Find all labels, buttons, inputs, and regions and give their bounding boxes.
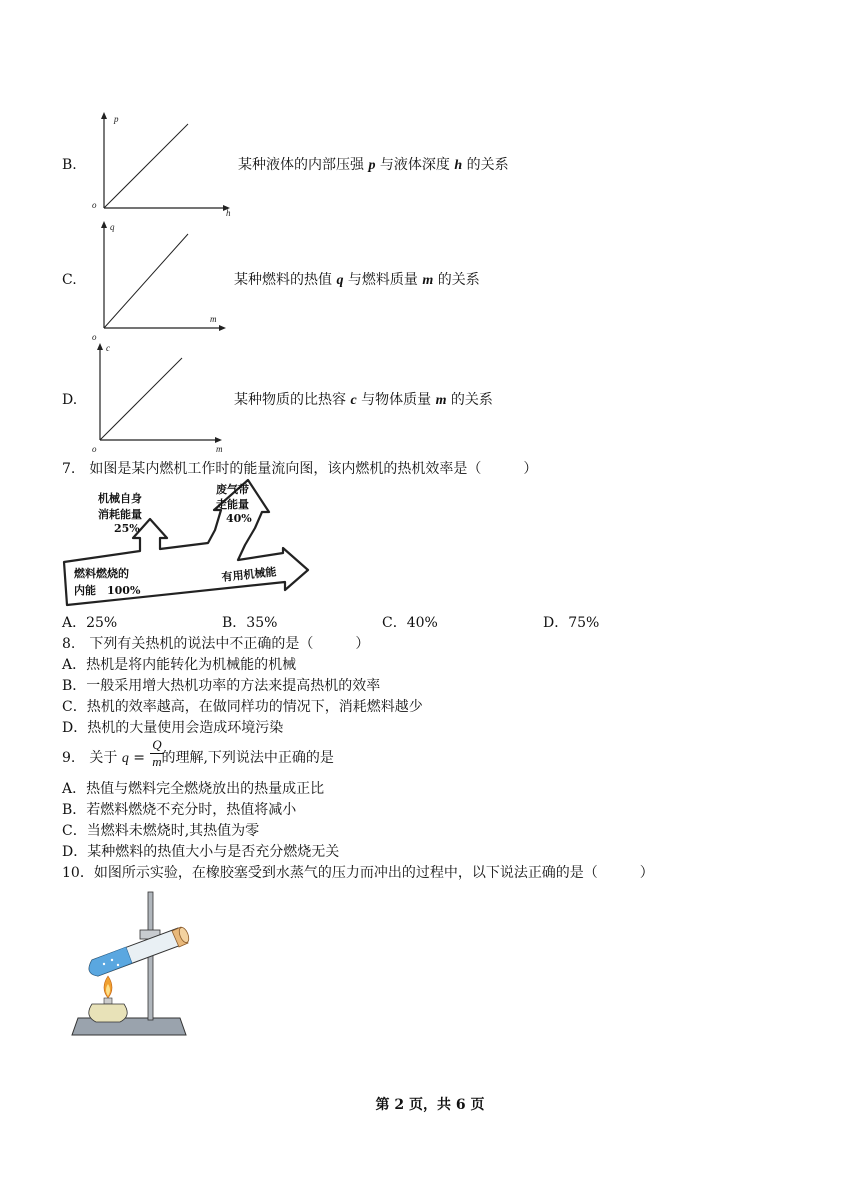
option-c-caption: 某种燃料的热值 q 与燃料质量 m 的关系 [234,272,480,288]
q7-choice-c: C．40% [382,615,438,631]
q9-choice-a: A．热值与燃料完全燃烧放出的热量成正比 [62,781,325,797]
flow-main-line1: 燃料燃烧的 [74,567,129,580]
q8-choice-b: B．一般采用增大热机功率的方法来提高热机的效率 [62,678,381,694]
q10-stem: 10．如图所示实验，在橡胶塞受到水蒸气的压力而冲出的过程中，以下说法正确的是（ ） [62,865,654,881]
option-d-letter: D. [62,392,78,408]
flow-waste-line1: 废气带 [216,483,249,496]
graph-d-x-label: m [216,444,223,454]
flow-waste-line3: 40% [226,512,252,525]
flow-self-line3: 25% [114,522,140,535]
graph-d-y-label: c [106,343,110,353]
q9-stem: 9. 关于 q = 的理解,下列说法中正确的是 [62,750,334,766]
q8-choice-a: A．热机是将内能转化为机械能的机械 [62,657,297,673]
option-c-letter: C. [62,272,77,288]
option-b-caption: 某种液体的内部压强 p 与液体深度 h 的关系 [238,157,509,173]
flow-main-line2: 内能 100% [74,584,141,597]
q8-choice-d: D．热机的大量使用会造成环境污染 [62,720,284,736]
graph-b-x-label: h [226,208,231,218]
flow-self-line1: 机械自身 [98,492,142,505]
q9-fraction-denominator: m [152,754,162,769]
graph-b-origin: o [92,200,97,210]
q9-fraction-numerator: Q [152,737,162,752]
q9-choice-d: D．某种燃料的热值大小与是否充分燃烧无关 [62,844,340,860]
flow-useful: 有用机械能 [220,565,278,584]
test-tube-apparatus [0,0,1,1]
option-d-caption: 某种物质的比热容 c 与物体质量 m 的关系 [234,392,493,408]
graph-c-origin: o [92,332,97,342]
graph-d-origin: o [92,444,97,454]
graph-c-x-label: m [210,314,217,324]
q7-choice-b: B．35% [222,615,278,631]
flow-waste-line2: 走能量 [216,498,249,511]
graph-c-y-label: q [110,222,115,232]
q9-choice-b: B．若燃料燃烧不充分时，热值将减小 [62,802,297,818]
flow-self-line2: 消耗能量 [98,508,142,521]
q9-choice-c: C．当燃料未燃烧时,其热值为零 [62,823,260,839]
q7-choice-a: A．25% [62,615,118,631]
page-footer: 第 2 页，共 6 页 [375,1097,485,1113]
graph-b-y-label: p [114,114,119,124]
q8-stem: 8. 下列有关热机的说法中不正确的是（ ） [62,636,370,652]
option-b-letter: B. [62,157,77,173]
q7-choice-d: D．75% [543,615,600,631]
q9-fraction [150,738,164,769]
q8-choice-c: C．热机的效率越高，在做同样功的情况下，消耗燃料越少 [62,699,423,715]
q7-stem: 7. 如图是某内燃机工作时的能量流向图，该内燃机的热机效率是（ ） [62,461,538,477]
